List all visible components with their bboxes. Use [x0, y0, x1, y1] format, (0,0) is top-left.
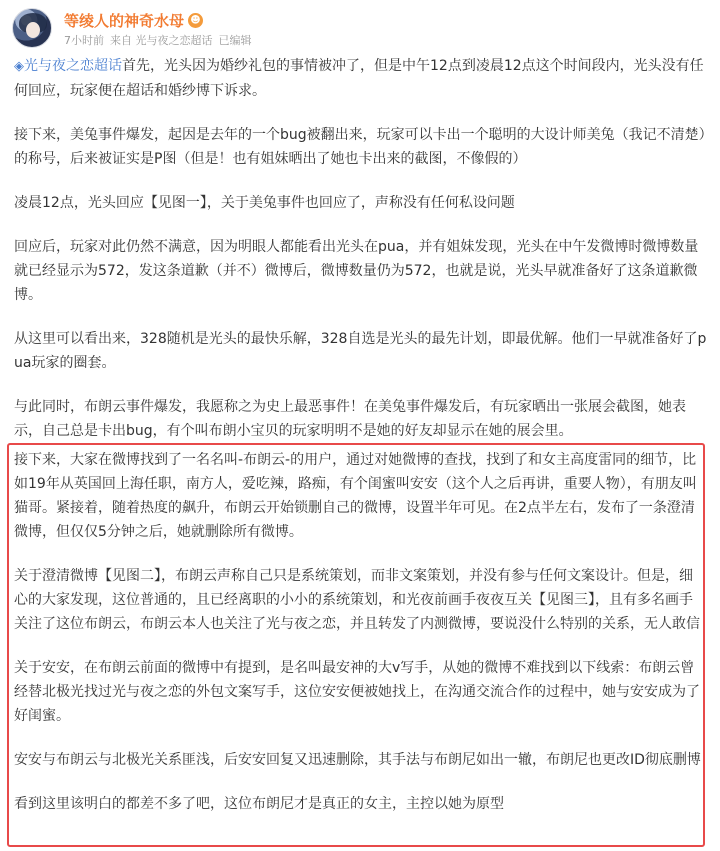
paragraph-1 — [14, 54, 708, 103]
paragraph-7: 接下来，大家在微博找到了一名名叫-布朗云-的用户，通过对她微博的查找，找到了和女主高度雷同的细节，比如19年从英国回上海任职，南方人，爱吃辣，路痴，有个闺蜜叫安安（这个人之后再讲，重要人物），有朋友叫猫哥。紧接着，随着热度的飙升，布朗云开始锁删自己的微博，设置半年可见。在2点半左右，发布了一条澄清微博，但仅仅5分钟之后，她就删除所有微博。 — [14, 452, 697, 540]
topic-link[interactable]: 光与夜之恋超话 — [24, 58, 122, 74]
post-header — [12, 8, 712, 48]
paragraph-2: 接下来，美兔事件爆发，起因是去年的一个bug被翻出来，玩家可以卡出一个聪明的大设计师美兔（我记不清楚）的称号，后来被证实是P图（但是！也有姐妹晒出了她也卡出来的截图，不像假的） — [14, 127, 706, 167]
paragraph-3: 凌晨12点，光头回应【见图一】，关于美兔事件也回应了，声称没有任何私设问题 — [14, 195, 515, 211]
avatar[interactable] — [12, 8, 52, 48]
paragraph-5: 从这里可以看出来，328随机是光头的最快乐解，328自选是光头的最先计划，即最优解。他们一早就准备好了pua玩家的圈套。 — [14, 331, 707, 371]
avatar-face — [26, 22, 40, 38]
paragraph-1-text: 首先，光头因为婚纱礼包的事情被冲了，但是中午12点到凌晨12点这个时间段内，光头没有任何回应，玩家便在超话和婚纱博下诉求。 — [14, 58, 704, 99]
post-source[interactable]: 来自 光与夜之恋超话 — [110, 34, 213, 47]
paragraph-4: 回应后，玩家对此仍然不满意，因为明眼人都能看出光头在pua，并有姐妹发现，光头在中午发微博时微博数量就已经显示为572，发这条道歉（并不）微博后，微博数量仍为572，也就是说，光头早就准备好了这条道歉微博。 — [14, 239, 699, 303]
vip-badge-icon: ☻ — [188, 13, 203, 28]
diamond-icon: ◈ — [14, 59, 24, 74]
paragraph-11: 看到这里该明白的都差不多了吧，这位布朗尼才是真正的女主，主控以她为原型 — [14, 796, 504, 812]
edited-label: 已编辑 — [218, 34, 252, 47]
username[interactable]: 等绫人的神奇水母 — [64, 11, 185, 30]
paragraph-9: 关于安安，在布朗云前面的微博中有提到，是名叫最安神的大v写手，从她的微博不难找到以下线索：布朗云曾经替北极光找过光与夜之恋的外包文案写手，这位安安便被她找上，在沟通交流合作的过程中，她与安安成为了好闺蜜。 — [14, 660, 700, 724]
highlighted-section — [14, 448, 704, 836]
paragraph-8: 关于澄清微博【见图二】，布朗云声称自己只是系统策划，而非文案策划，并没有参与任何文案设计。但是，细心的大家发现，这位普通的，且已经离职的小小的系统策划，和光夜前画手夜夜互关【见图三】，且有多名画手关注了这位布朗云，布朗云本人也关注了光与夜之恋，并且转发了内测微博，要说没什么特别的关系，无人敢信 — [14, 568, 700, 632]
post-time[interactable]: 7小时前 — [64, 34, 104, 47]
post-meta — [64, 32, 252, 48]
paragraph-10: 安安与布朗云与北极光关系匪浅，后安安回复又迅速删除，其手法与布朗尼如出一辙，布朗尼也更改ID彻底删博 — [14, 752, 701, 768]
username-row — [64, 10, 203, 30]
post-body — [14, 54, 708, 463]
paragraph-6: 与此同时，布朗云事件爆发，我愿称之为史上最恶事件！在美兔事件爆发后，有玩家晒出一张展会截图，她表示，自己总是卡出bug，有个叫布朗小宝贝的玩家明明不是她的好友却显示在她的展会里。 — [14, 399, 686, 439]
